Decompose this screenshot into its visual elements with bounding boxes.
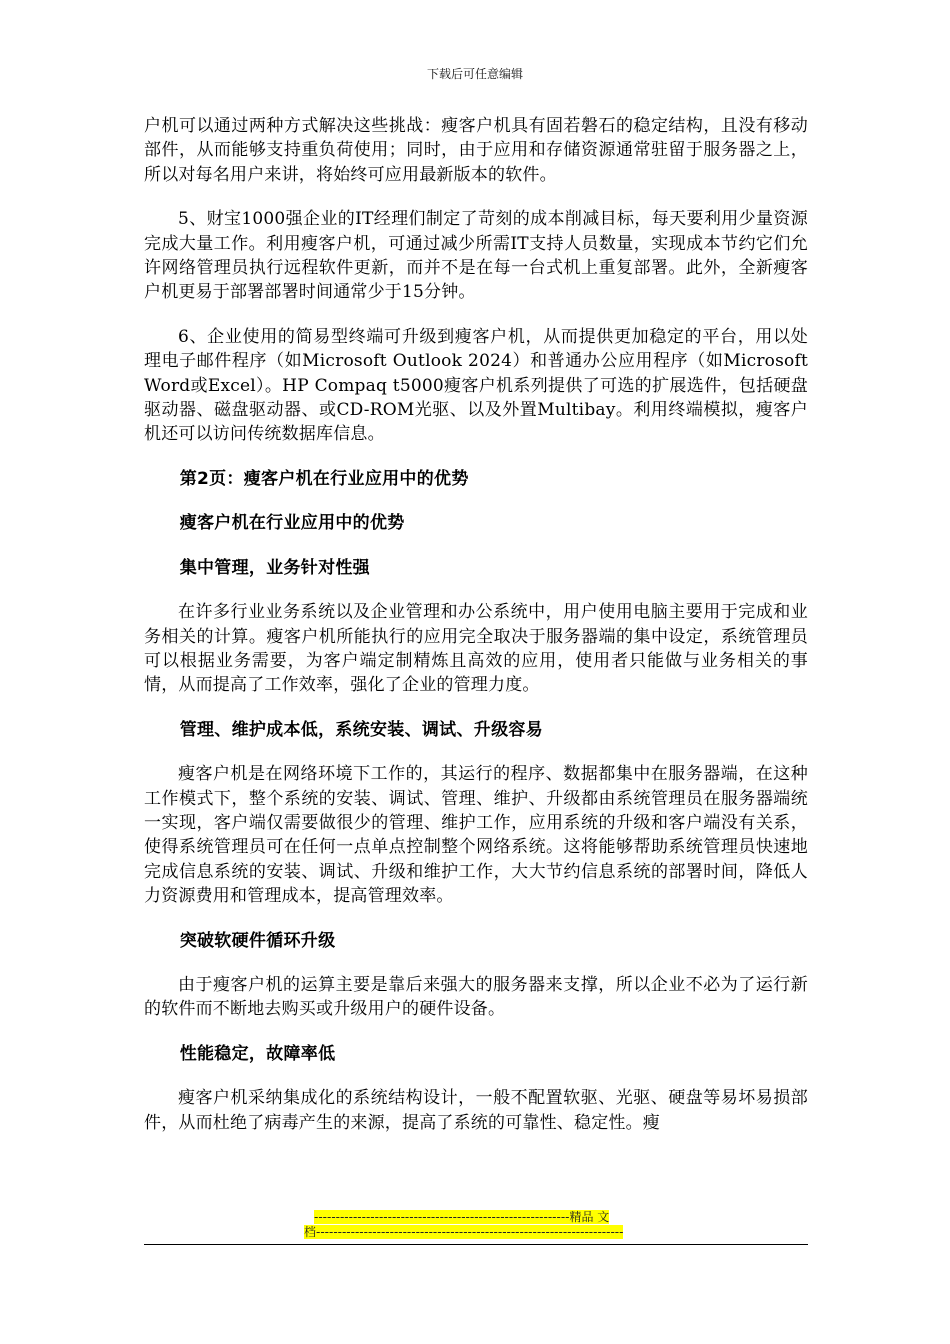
footer-banner-line-2 (304, 1225, 648, 1240)
paragraph-low-maintenance-cost: 瘦客户机是在网络环境下工作的，其运行的程序、数据都集中在服务器端，在这种工作模式下，整个系统的安装、调试、管理、维护、升级都由系统管理员在服务器端统一实现，客户端仅需要做很少的管理、维护工作，应用系统的升级和客户端没有关系，使得系统管理员可在任何一点单点控制整个网络系统。这将能够帮助系统管理员快速地完成信息系统的安装、调试、升级和维护工作，大大节约信息系统的部署时间，降低人力资源费用和管理成本，提高管理效率。 (144, 764, 808, 907)
footer-highlight-1: -----------------------------------------------------------精品 文 (314, 1210, 610, 1224)
subheading-low-maintenance-cost: 管理、维护成本低，系统安装、调试、升级容易 (179, 719, 543, 740)
footer-banner-line-1 (304, 1210, 648, 1225)
footer-divider (144, 1244, 808, 1245)
subheading-centralized-management: 集中管理，业务针对性强 (179, 557, 370, 578)
paragraph-centralized-management: 在许多行业业务系统以及企业管理和办公系统中，用户使用电脑主要用于完成和业务相关的计算。瘦客户机所能执行的应用完全取决于服务器端的集中设定，系统管理员可以根据业务需要，为客户端定制精炼且高效的应用，使用者只能做与业务相关的事情，从而提高了工作效率，强化了企业的管理力度。 (144, 602, 808, 696)
paragraph-item-6: 6、企业使用的简易型终端可升级到瘦客户机，从而提供更加稳定的平台，用以处理电子邮件程序（如Microsoft Outlook 2024）和普通办公应用程序（如Microsoft Word或Excel）。HP Compaq t5000瘦客户机系列提供了可选的扩展选件，包括硬盘驱动器、磁盘驱动器、或CD-ROM光驱、以及外置Multibay。利用终端模拟，瘦客户机还可以访问传统数据库信息。 (144, 326, 808, 445)
paragraph-item-5: 5、财宝1000强企业的IT经理们制定了苛刻的成本削减目标，每天要利用少量资源完成大量工作。利用瘦客户机，可通过减少所需IT支持人员数量，实现成本节约它们允许网络管理员执行远程软件更新，而并不是在每一台式机上重复部署。此外，全新瘦客户机更易于部署部署时间通常少于15分钟。 (144, 209, 808, 303)
subheading-break-upgrade-cycle: 突破软硬件循环升级 (179, 930, 336, 951)
page-header: 下载后可任意编辑 (426, 67, 523, 81)
footer-banner (304, 1210, 648, 1240)
footer-highlight-2: 档----------------------------------------------------------------------- (304, 1225, 624, 1239)
section-heading-advantages: 瘦客户机在行业应用中的优势 (179, 513, 405, 534)
document-body (144, 114, 808, 1155)
section-heading-page-2: 第2页：瘦客户机在行业应用中的优势 (179, 468, 469, 489)
subheading-stable-performance: 性能稳定，故障率低 (179, 1043, 336, 1064)
paragraph-continuation: 户机可以通过两种方式解决这些挑战：瘦客户机具有固若磐石的稳定结构，且没有移动部件，从而能够支持重负荷使用；同时，由于应用和存储资源通常驻留于服务器之上，所以对每名用户来讲，将始终可应用最新版本的软件。 (144, 116, 808, 185)
paragraph-break-upgrade-cycle: 由于瘦客户机的运算主要是靠后来强大的服务器来支撑，所以企业不必为了运行新的软件而不断地去购买或升级用户的硬件设备。 (144, 974, 808, 1020)
paragraph-stable-performance: 瘦客户机采纳集成化的系统结构设计，一般不配置软驱、光驱、硬盘等易坏易损部件，从而杜绝了病毒产生的来源，提高了系统的可靠性、稳定性。瘦 (144, 1088, 808, 1133)
